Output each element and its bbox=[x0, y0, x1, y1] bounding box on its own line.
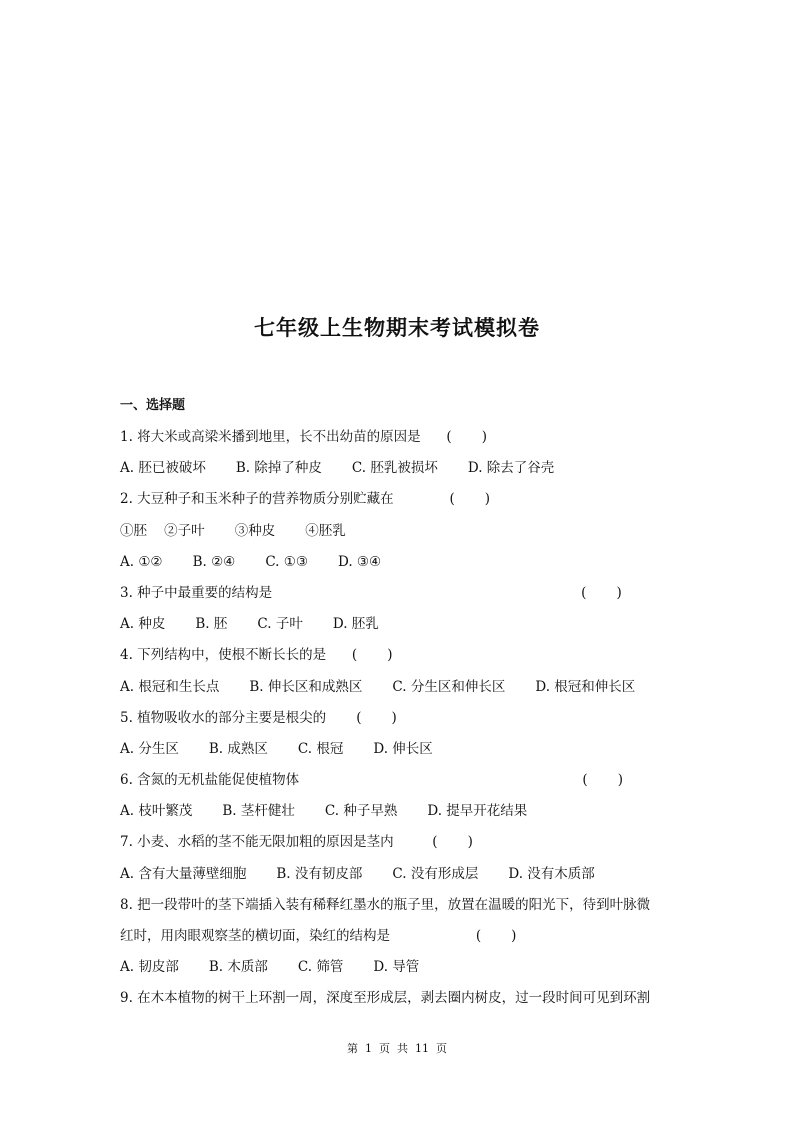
question-2-stem: 2. 大豆种子和玉米种子的营养物质分别贮藏在 ( ) bbox=[120, 491, 491, 508]
question-6-stem: 6. 含氮的无机盐能促使植物体 ( ) bbox=[120, 772, 623, 789]
question-3-options: A. 种皮 B. 胚 C. 子叶 D. 胚乳 bbox=[120, 616, 379, 633]
question-8-options: A. 韧皮部 B. 木质部 C. 筛管 D. 导管 bbox=[120, 959, 420, 976]
question-5-stem: 5. 植物吸收水的部分主要是根尖的 ( ) bbox=[120, 709, 397, 726]
question-3-stem: 3. 种子中最重要的结构是 ( ) bbox=[120, 584, 622, 601]
question-4-stem: 4. 下列结构中，使根不断长长的是 ( ) bbox=[120, 647, 393, 664]
question-6-options: A. 枝叶繁茂 B. 茎杆健壮 C. 种子早熟 D. 提早开花结果 bbox=[120, 803, 528, 820]
question-7-options: A. 含有大量薄壁细胞 B. 没有韧皮部 C. 没有形成层 D. 没有木质部 bbox=[120, 865, 595, 882]
question-5-options: A. 分生区 B. 成熟区 C. 根冠 D. 伸长区 bbox=[120, 740, 433, 757]
question-1-options: A. 胚已被破坏 B. 除掉了种皮 C. 胚乳被损坏 D. 除去了谷壳 bbox=[120, 460, 555, 477]
question-2-items: ①胚 ②子叶 ③种皮 ④胚乳 bbox=[120, 522, 346, 539]
question-7-stem: 7. 小麦、水稻的茎不能无限加粗的原因是茎内 ( ) bbox=[120, 834, 473, 851]
question-8-stem-line-2: 红时，用肉眼观察茎的横切面，染红的结构是 ( ) bbox=[120, 928, 517, 944]
page-footer: 第 1 页 共 11 页 bbox=[347, 1042, 447, 1055]
question-1-stem: 1. 将大米或高梁米播到地里，长不出幼苗的原因是 ( ) bbox=[120, 429, 487, 445]
question-2-options: A. ①② B. ②④ C. ①③ D. ③④ bbox=[120, 553, 382, 570]
page-title: 七年级上生物期末考试模拟卷 bbox=[254, 316, 540, 340]
question-body bbox=[120, 422, 680, 1015]
question-8-stem-line-1: 8. 把一段带叶的茎下端插入装有稀释红墨水的瓶子里，放置在温暖的阳光下，待到叶脉微 bbox=[120, 896, 651, 913]
section-heading: 一、选择题 bbox=[120, 398, 186, 413]
question-4-options: A. 根冠和生长点 B. 伸长区和成熟区 C. 分生区和伸长区 D. 根冠和伸长区 bbox=[120, 678, 636, 695]
question-9-stem: 9. 在木本植物的树干上环割一周，深度至形成层，剥去圈内树皮，过一段时间可见到环割 bbox=[120, 990, 651, 1007]
